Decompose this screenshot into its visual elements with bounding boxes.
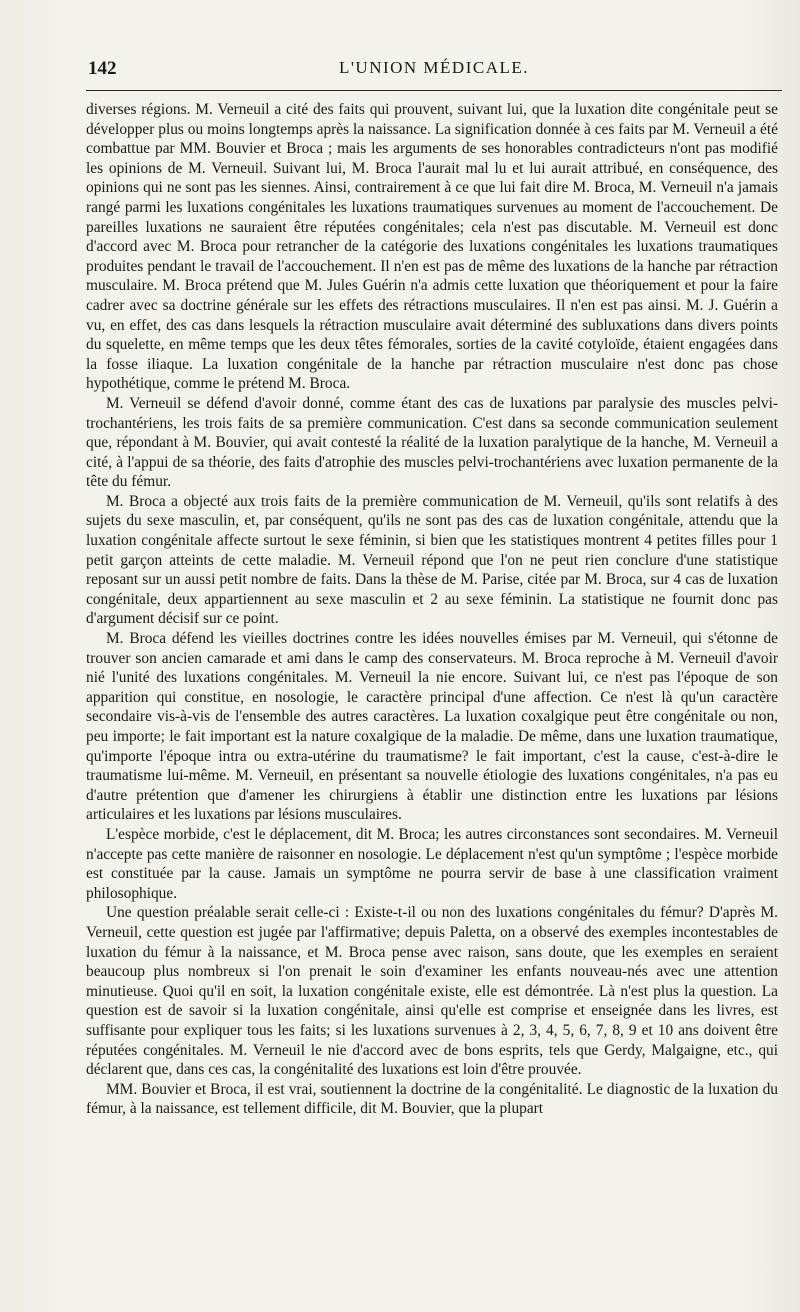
- header-rule: [86, 90, 782, 91]
- paragraph: diverses régions. M. Verneuil a cité des faits qui prouvent, suivant lui, que la luxation dite congénitale peut se développer plus ou moins longtemps après la naissance. La signification donnée à ces faits par M. Verneuil a été combattue par MM. Bouvier et Broca ; mais les arguments de ses honorables contradicteurs n'ont pas modifié les opinions de M. Verneuil. Suivant lui, M. Broca l'aurait mal lu et lui aurait attribué, en conséquence, des opinions qui ne sont pas les siennes. Ainsi, contrairement à ce que lui fait dire M. Broca, M. Verneuil n'a jamais rangé parmi les luxations congénitales les luxations traumatiques survenues au moment de l'accouchement. De pareilles luxations ne sauraient être réputées congénitales; cela n'est pas discutable. M. Verneuil est donc d'accord avec M. Broca pour retrancher de la catégorie des luxations congénitales les luxations traumatiques produites pendant le travail de l'accouchement. Il n'en est pas de même des luxations de la hanche par rétraction musculaire. M. Broca prétend que M. Jules Guérin n'a admis cette luxation que théoriquement et pour la faire cadrer avec sa doctrine générale sur les effets des rétractions musculaires. Il n'en est pas ainsi. M. J. Guérin a vu, en effet, des cas dans lesquels la rétraction musculaire avait déterminé des subluxations dans divers points du squelette, en même temps que les deux têtes fémorales, sorties de la cavité cotyloïde, étaient engagées dans la fosse iliaque. La luxation congénitale de la hanche par rétraction musculaire n'est donc pas chose hypothétique, comme le prétend M. Broca.: [86, 101, 778, 393]
- paragraph: M. Broca a objecté aux trois faits de la première communication de M. Verneuil, qu'ils sont relatifs à des sujets du sexe masculin, et, par conséquent, qu'ils ne sont pas des cas de luxation congénitale, attendu que la luxation congénitale affecte surtout le sexe féminin, si bien que les statistiques montrent 4 petites filles pour 1 petit garçon atteints de cette maladie. M. Verneuil répond que l'on ne peut rien conclure d'une statistique reposant sur un aussi petit nombre de faits. Dans la thèse de M. Parise, citée par M. Broca, sur 4 cas de luxation congénitale, deux appartiennent au sexe masculin et 2 au sexe féminin. La statistique ne fournit donc pas d'argument décisif sur ce point.: [86, 492, 778, 628]
- running-head-title: L'UNION MÉDICALE.: [338, 58, 530, 77]
- paragraph: L'espèce morbide, c'est le déplacement, dit M. Broca; les autres circonstances sont secondaires. M. Verneuil n'accepte pas cette manière de raisonner en nosologie. Le déplacement n'est qu'un symptôme ; l'espèce morbide est constituée par la cause. Jamais un symptôme ne pourra servir de base à une classification vraiment philosophique.: [86, 825, 778, 902]
- paragraph: Une question préalable serait celle-ci : Existe-t-il ou non des luxations congénitales du fémur? D'après M. Verneuil, cette question est jugée par l'affirmative; depuis Paletta, on a observé des exemples incontestables de luxation du fémur à la naissance, et M. Broca pense avec raison, sans doute, que les exemples en seraient beaucoup plus nombreux si l'on prenait le soin d'examiner les enfants nouveau-nés avec une attention minutieuse. Quoi qu'il en soit, la luxation congénitale existe, elle est démontrée. Là n'est plus la question. La question est de savoir si la luxation congénitale, ainsi qu'elle est comprise et enseignée dans les livres, est suffisante pour expliquer tous les faits; si les luxations survenues à 2, 3, 4, 5, 6, 7, 8, 9 et 10 ans doivent être réputées congénitales. M. Verneuil le nie d'accord avec de bons esprits, tels que Gerdy, Malgaigne, etc., qui déclarent que, dans ces cas, la congénitalité des luxations est loin d'être prouvée.: [86, 904, 778, 1079]
- paragraph: MM. Bouvier et Broca, il est vrai, soutiennent la doctrine de la congénitalité. Le diagnostic de la luxation du fémur, à la naissance, est tellement difficile, dit M. Bouvier, que la plupart: [86, 1080, 778, 1118]
- page-number: 142: [88, 58, 117, 79]
- paragraph: M. Verneuil se défend d'avoir donné, comme étant des cas de luxations par paralysie des muscles pelvi-trochantériens, les trois faits de sa première communication. C'est dans sa seconde communication seulement que, répondant à M. Bouvier, qui avait contesté la réalité de la luxation paralytique de la hanche, M. Verneuil a cité, à l'appui de sa théorie, des faits d'atrophie des muscles pelvi-trochantériens avec luxation permanente de la tête du fémur.: [86, 394, 778, 491]
- paragraph: M. Broca défend les vieilles doctrines contre les idées nouvelles émises par M. Verneuil, qui s'étonne de trouver son ancien camarade et ami dans le camp des conservateurs. M. Broca reproche à M. Verneuil d'avoir nié l'unité des luxations congénitales. M. Verneuil la nie encore. Suivant lui, ce n'est pas l'époque de son apparition qui constitue, en nosologie, le caractère principal d'une affection. Ce n'est là qu'un caractère secondaire vis-à-vis de l'ensemble des autres caractères. La luxation coxalgique peut être congénitale ou non, peu importe; le fait important est la nature coxalgique de la maladie. De même, dans une luxation traumatique, qu'importe l'époque intra ou extra-utérine du traumatisme? le fait important, c'est la cause, c'est-à-dire le traumatisme lui-même. M. Verneuil, en présentant sa nouvelle étiologie des luxations congénitales, n'a pas eu d'autre prétention que d'amener les chirurgiens à établir une distinction entre les luxations par lésions articulaires et les luxations par lésions musculaires.: [86, 630, 778, 824]
- body-text: [86, 100, 778, 1119]
- page-header: [88, 58, 780, 84]
